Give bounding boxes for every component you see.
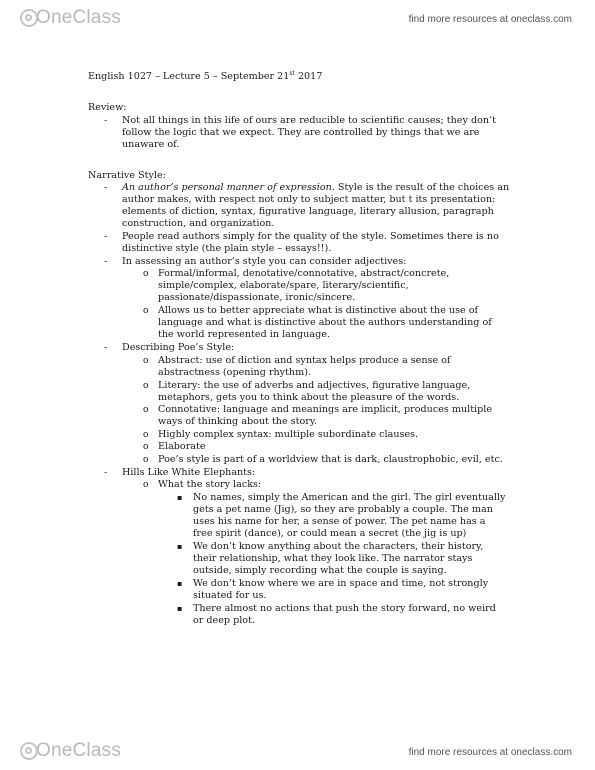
logo-text: OneClass [36,740,122,761]
space-time-line: We don’t know where we are in space and time, not strongly [193,578,489,589]
poe-abstract-line: Abstract: use of diction and syntax helps produce a sense of [158,355,451,366]
names-line: gets a pet name (Jig), so they are probably a couple. The man [193,504,493,515]
allows-line: language and what is distinctive about the authors understanding of [158,317,492,328]
bullet-circle: o [143,455,149,465]
characters-line: their relationship, what they look like. The narrator stays [193,553,473,564]
characters-line: outside, simply recording what the couple is saying. [193,565,447,576]
narrative-style-heading: Narrative Style: [88,170,166,181]
bullet-dash: - [104,115,108,126]
names-line: free spirit (dance), or could mean a secret (the jig is up) [193,528,467,539]
allows-line: Allows us to better appreciate what is distinctive about the use of [158,305,479,316]
review-text-line: unaware of. [122,139,180,150]
bullet-dash: - [104,467,108,478]
bullet-square: ▪ [177,493,183,502]
names-line: No names, simply the American and the girl. The girl eventually [193,492,506,503]
bullet-dash: - [104,256,108,267]
bullet-circle: o [143,430,149,440]
hills-heading: Hills Like White Elephants: [122,467,256,478]
poe-literary-line: metaphors, gets you to think about the pleasure of the words. [158,392,460,403]
style-text-line: People read authors simply for the quality of the style. Sometimes there is no [122,231,499,242]
names-line: uses his name for her, a sense of power. The pet name has a [193,516,486,527]
resources-link[interactable]: find more resources at oneclass.com [408,14,572,25]
space-time-line: situated for us. [193,590,267,601]
bullet-circle: o [143,405,149,415]
definition-line: An author’s personal manner of expression. Style is the result of the choices an [122,182,510,193]
bullet-dash: - [104,342,108,353]
bullet-dash: - [104,231,108,242]
hills-lacks-line: What the story lacks: [158,479,262,490]
poe-connotative-line: Connotative: language and meanings are implicit, produces multiple [158,404,493,415]
bullet-circle: o [143,306,149,316]
oneclass-logo-icon [20,742,38,760]
review-text-line: follow the logic that we expect. They are controlled by things that we are [122,127,480,138]
adjectives-line: In assessing an author’s style you can consider adjectives: [122,256,407,267]
adjective-list-line: simple/complex, elaborate/spare, literary/scientific, [158,280,409,291]
review-text-line: Not all things in this life of ours are reducible to scientific causes; they don’t [122,115,496,126]
bullet-circle: o [143,480,149,490]
style-text-line: distinctive style (the plain style – essays!!). [122,243,332,254]
poe-heading: Describing Poe’s Style: [122,342,235,353]
bullet-circle: o [143,381,149,391]
bullet-square: ▪ [177,604,183,613]
oneclass-logo-icon [20,9,38,27]
plot-line: There almost no actions that push the story forward, no weird [193,603,496,614]
poe-abstract-line: abstractness (opening rhythm). [158,367,311,378]
definition-line: elements of diction, syntax, figurative language, literary allusion, paragraph [122,206,494,217]
adjective-list-line: Formal/informal, denotative/connotative, abstract/concrete, [158,268,450,279]
resources-link-footer[interactable]: find more resources at oneclass.com [408,747,572,758]
poe-elaborate-line: Elaborate [158,441,206,452]
adjective-list-line: passionate/dispassionate, ironic/sincere. [158,292,356,303]
bullet-circle: o [143,442,149,452]
bullet-circle: o [143,269,149,279]
allows-line: the world represented in language. [158,329,330,340]
oneclass-logo[interactable] [20,7,121,29]
definition-line: author makes, with respect not only to subject matter, but t its presentation: [122,194,496,205]
logo-text: OneClass [36,7,122,28]
bullet-square: ▪ [177,542,183,551]
bullet-square: ▪ [177,579,183,588]
poe-connotative-line: ways of thinking about the story. [158,416,318,427]
bullet-dash: - [104,182,108,193]
characters-line: We don’t know anything about the characters, their history, [193,541,484,552]
page-title: English 1027 – Lecture 5 – September 21st 2017 [88,69,323,82]
review-heading: Review: [88,102,127,113]
poe-worldview-line: Poe’s style is part of a worldview that is dark, claustrophobic, evil, etc. [158,454,503,465]
plot-line: or deep plot. [193,615,255,626]
bullet-circle: o [143,356,149,366]
poe-syntax-line: Highly complex syntax: multiple subordinate clauses. [158,429,419,440]
oneclass-logo-footer[interactable] [20,740,121,762]
poe-literary-line: Literary: the use of adverbs and adjectives, figurative language, [158,380,471,391]
definition-line: construction, and organization. [122,218,275,229]
